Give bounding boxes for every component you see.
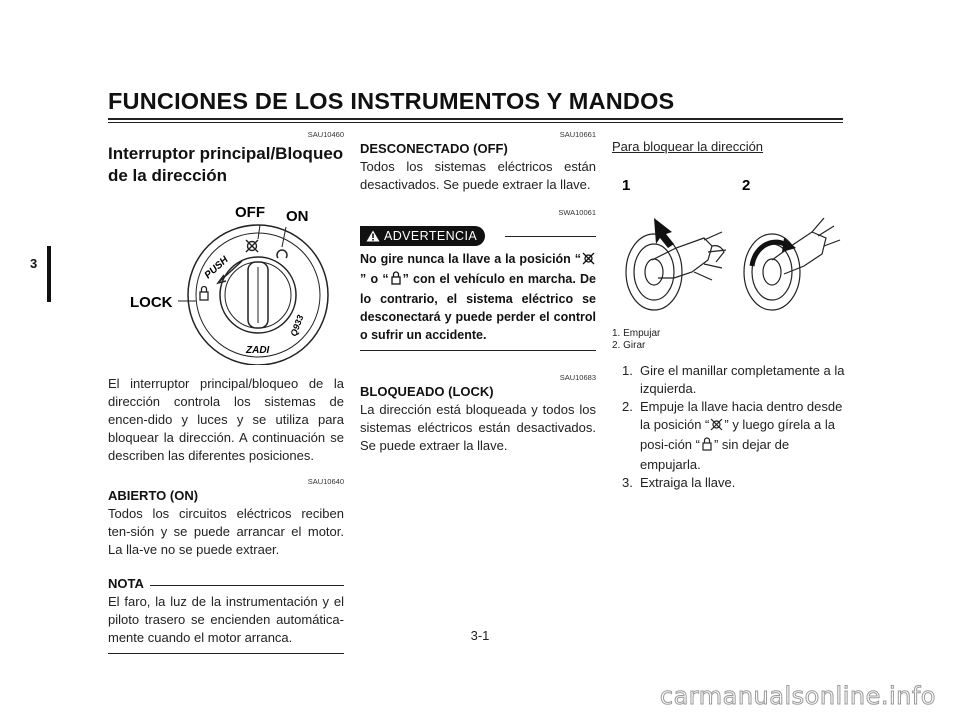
chapter-tab-number: 3 — [30, 256, 38, 271]
column-right — [612, 130, 848, 492]
warning-triangle-icon — [366, 230, 380, 242]
lock-procedure-title: Para bloquear la dirección — [612, 139, 764, 154]
warning-rule — [505, 236, 596, 237]
ring-zadi-text: ZADI — [246, 345, 270, 356]
section-title-line-2: de la dirección — [108, 166, 228, 185]
lock-steps-list — [612, 362, 848, 492]
label-on: ON — [286, 208, 309, 225]
warning-label: ADVERTENCIA — [384, 229, 478, 243]
ref-code: SWA10061 — [558, 208, 596, 217]
figure-label-1: 1 — [622, 177, 631, 194]
figure-captions — [612, 328, 848, 352]
column-left — [108, 130, 344, 654]
warning-text-part: ” o “ — [360, 272, 389, 286]
on-paragraph: Todos los circuitos eléctricos reciben ten-sión y se puede arrancar el motor. La lla-ve no se puede extraer. — [108, 506, 344, 557]
column-middle — [360, 130, 596, 455]
off-symbol-icon — [582, 252, 595, 270]
section-title-line-1: Interruptor principal/Bloqueo — [108, 144, 344, 163]
lock-heading: BLOQUEADO (LOCK) — [360, 384, 494, 399]
ignition-switch-figure — [108, 189, 344, 365]
warning-text — [360, 250, 596, 344]
warning-text-part: No gire nunca la llave a la posición “ — [360, 252, 581, 266]
ref-code: SAU10683 — [559, 373, 596, 382]
ref-code: SAU10661 — [559, 130, 596, 139]
off-symbol-icon — [710, 418, 723, 436]
push-illustration — [626, 232, 726, 310]
off-symbol-icon — [246, 240, 258, 252]
step-text: ” y luego gírela a la posi-ción “ — [640, 417, 835, 452]
nota-header — [108, 575, 344, 593]
ignition-switch-diagram — [108, 189, 344, 365]
ring-push-text: PUSH — [202, 254, 231, 282]
nota-paragraph: El faro, la luz de la instrumentación y el piloto trasero se encienden automática-mente cuando el motor arranca. — [108, 594, 344, 645]
figure-label-2: 2 — [742, 177, 751, 194]
step-text: ” sin dejar de empujarla. — [640, 437, 790, 472]
on-heading: ABIERTO (ON) — [108, 488, 199, 503]
step-number: 2. — [622, 399, 633, 414]
push-turn-diagram — [612, 160, 848, 328]
warning-text-part: ” con el vehículo en marcha. De lo contrario, el sistema eléctrico se desconectará y puede perder el control o sufrir un accidente. — [360, 272, 596, 342]
nota-label: NOTA — [108, 576, 144, 591]
lock-symbol-icon — [200, 287, 208, 301]
ref-code: SAU10460 — [307, 130, 344, 139]
warning-end-rule — [360, 350, 596, 351]
intro-paragraph: El interruptor principal/bloqueo de la dirección controla los sistemas de encen-dido y luces y se utiliza para bloquear la dirección. A continuación se describen las diferentes posiciones. — [108, 376, 344, 463]
title-rule — [108, 118, 843, 120]
chapter-tab-bar — [47, 246, 51, 302]
turn-illustration — [744, 218, 840, 310]
off-heading: DESCONECTADO (OFF) — [360, 141, 508, 156]
section-title — [108, 143, 344, 187]
nota-end-rule — [108, 653, 344, 654]
lock-symbol-icon — [701, 437, 713, 456]
lock-symbol-icon — [390, 271, 402, 290]
list-item — [612, 474, 848, 492]
chapter-title: FUNCIONES DE LOS INSTRUMENTOS Y MANDOS — [108, 88, 675, 114]
list-item — [612, 398, 848, 474]
off-paragraph: Todos los sistemas eléctricos están desactivados. Se puede extraer la llave. — [360, 159, 596, 192]
watermark: carmanualsonline.info — [659, 682, 936, 710]
step-text: Gire el manillar completamente a la izquierda. — [640, 363, 845, 396]
step-number: 3. — [622, 475, 633, 490]
warning-header — [360, 226, 596, 246]
list-item — [612, 362, 848, 398]
page-number: 3-1 — [470, 628, 490, 643]
step-text: Extraiga la llave. — [640, 475, 736, 490]
ring-code-text: Q933 — [288, 313, 306, 338]
on-symbol-icon — [277, 250, 287, 258]
caption-push: 1. Empujar — [612, 328, 661, 339]
push-arrow-icon — [654, 218, 674, 248]
step-number: 1. — [622, 363, 633, 378]
step-text: Empuje la llave hacia dentro desde la posición “ — [640, 399, 843, 432]
label-off: OFF — [235, 204, 265, 221]
lock-paragraph: La dirección está bloqueada y todos los sistemas eléctricos están desactivados. Se puede extraer la llave. — [360, 402, 596, 453]
title-rule-thin — [108, 122, 843, 123]
label-lock: LOCK — [130, 294, 173, 311]
warning-badge — [360, 226, 485, 246]
nota-rule — [150, 585, 344, 586]
caption-turn: 2. Girar — [612, 340, 646, 351]
ref-code: SAU10640 — [307, 477, 344, 486]
lock-procedure-figure — [612, 160, 848, 328]
turn-arrow-icon — [752, 242, 788, 266]
